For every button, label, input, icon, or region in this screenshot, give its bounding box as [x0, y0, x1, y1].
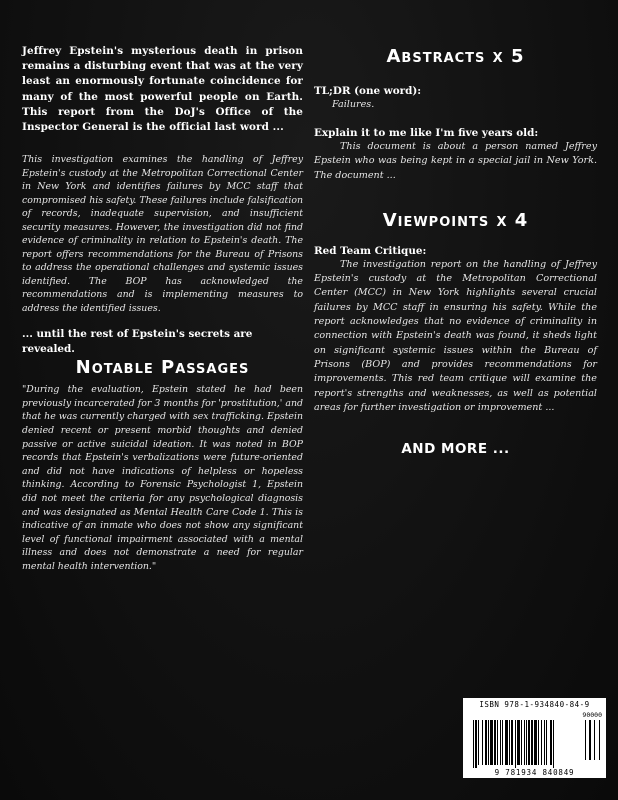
- barcode-bar: [478, 720, 479, 765]
- barcode-bar: [490, 720, 493, 765]
- tldr-block: [314, 84, 597, 112]
- barcode-bar: [528, 720, 530, 765]
- barcode-bar: [505, 720, 508, 765]
- barcode-bar: [509, 720, 510, 765]
- eli5-block: [314, 126, 597, 183]
- right-column: [314, 44, 597, 457]
- price-barcode-bar: [599, 720, 600, 760]
- barcode-bar: [521, 720, 522, 765]
- barcode-bar: [475, 720, 477, 768]
- barcode-bar: [534, 720, 537, 765]
- left-column: [22, 44, 303, 574]
- ean-digits: 9 781934 840849: [494, 768, 575, 777]
- report-summary: This investigation examines the handling of Jeffrey Epstein's custody at the Metropolitan Correctional Center in New York and identifies failures by MCC staff that compromised his safety. These failures include falsification of records, inadequate supervision, and insufficient security measures. However, the investigation did not find evidence of criminality in relation to Epstein's death. The report offers recommendations for the Bureau of Prisons to address the operational challenges and systemic issues identified. The BOP has acknowledged the recommendations and is implementing measures to address the identified issues.: [22, 154, 303, 314]
- price-barcode-bar: [585, 720, 586, 760]
- barcode-bar: [546, 720, 547, 765]
- barcode-bar: [550, 720, 552, 765]
- eli5-label: Explain it to me like I'm five years old:: [314, 127, 539, 139]
- barcode-bar: [524, 720, 525, 765]
- barcode-bar: [494, 720, 496, 765]
- barcode-bar: [526, 720, 527, 765]
- barcode-bar: [500, 720, 501, 765]
- barcode-bar: [531, 720, 533, 765]
- barcode-bar: [497, 720, 498, 765]
- eli5-answer: This document is about a person named Jeffrey Epstein who was being kept in a special jail in New York. The document ...: [314, 141, 597, 181]
- abstracts-heading: Abstracts x 5: [386, 46, 525, 67]
- red-team-label: Red Team Critique:: [314, 244, 427, 257]
- isbn-number: ISBN 978-1-934840-84-9: [479, 700, 590, 709]
- tldr-label: TL;DR (one word):: [314, 85, 422, 97]
- red-team-block: [314, 244, 597, 415]
- price-barcode-bar: [589, 720, 591, 760]
- barcode-bar: [485, 720, 487, 765]
- tldr-answer: Failures.: [332, 99, 375, 110]
- intro-blurb: Jeffrey Epstein's mysterious death in prison remains a disturbing event that was at the very least an enormously fortunate coincidence for many of the most powerful people on Earth. This report from the DoJ's Office of the Inspector General is the official last word ...: [22, 45, 303, 134]
- barcode-bar: [553, 720, 554, 768]
- isbn-barcode: [463, 698, 606, 778]
- closing-line: ... until the rest of Epstein's secrets are revealed.: [22, 328, 253, 356]
- barcode-bar: [488, 720, 489, 765]
- price-code: 90000: [582, 711, 602, 719]
- and-more-label: AND MORE ...: [401, 441, 510, 458]
- viewpoints-heading: Viewpoints x 4: [382, 209, 529, 231]
- notable-passages-heading: Notable Passages: [75, 357, 250, 379]
- barcode-bar: [517, 720, 520, 765]
- red-team-critique: The investigation report on the handling of Jeffrey Epstein's custody at the Metropolitan Correctional Center (MCC) in New York highlights several crucial failures by MCC staff in ensuring his safety. While the report acknowledges that no evidence of criminality in connection with Epstein's death was found, it sheds light on significant systemic issues within the Bureau of Prisons (BOP) and provides recommendations for improvements. This red team critique will examine the report's strengths and weaknesses, as well as potential areas for further investigation or improvement ...: [314, 258, 597, 413]
- barcode-bars: [463, 698, 606, 778]
- barcode-bar: [502, 720, 503, 765]
- barcode-bar: [473, 720, 474, 768]
- barcode-bar: [538, 720, 539, 765]
- price-barcode-bar: [594, 720, 595, 760]
- notable-passage-quote: "During the evaluation, Epstein stated he had been previously incarcerated for 3 months for 'prostitution,' and that he was currently charged with sex trafficking. Epstein denied recent or present morbid thoughts and denied passive or active suicidal ideation. It was noted in BOP records that Epstein's verbalizations were future-oriented and did not have indications of helpless or hopeless thinking. According to Forensic Psychologist 1, Epstein did not meet the criteria for any psychological diagnosis and was designated as Mental Health Care Code 1. This is indicative of an inmate who does not show any significant level of functional impairment associated with a mental illness and does not demonstrate a need for regular mental health intervention.": [22, 384, 303, 572]
- barcode-bar: [511, 720, 513, 765]
- barcode-bar: [515, 720, 516, 768]
- barcode-bar: [482, 720, 483, 765]
- barcode-bar: [541, 720, 542, 765]
- barcode-bar: [544, 720, 545, 765]
